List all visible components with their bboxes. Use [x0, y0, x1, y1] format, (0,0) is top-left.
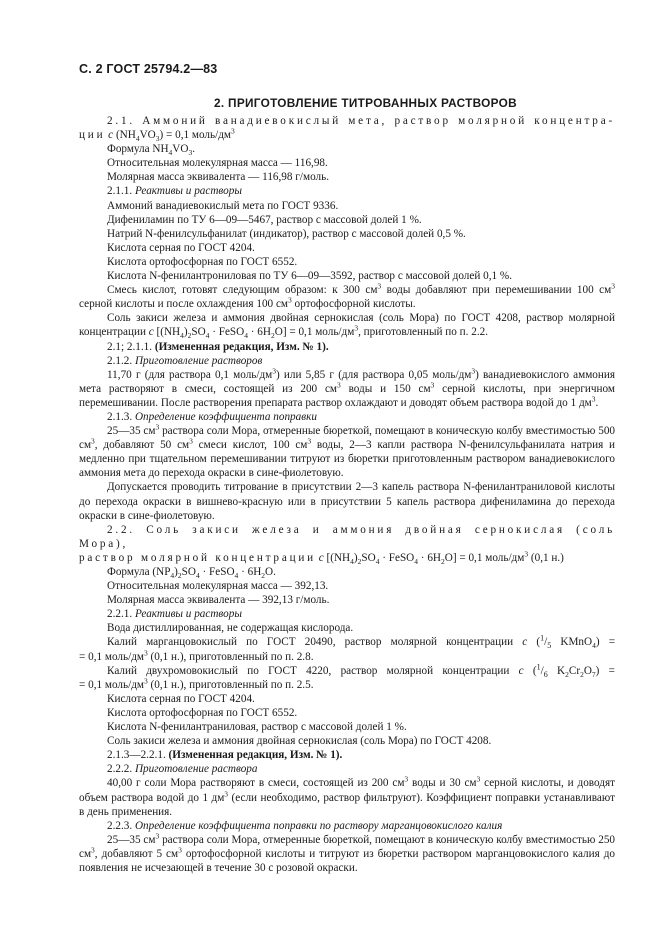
edition-note: 2.1; 2.1.1. (Измененная редакция, Изм. № 1).	[107, 340, 329, 353]
paragraph: Формула $NH_4VO_3$.	[107, 143, 196, 158]
paragraph: Калий двухромовокислый по ГОСТ 4220, раствор молярной концентрации c ($^1/_6$ $K_2Cr_2O_7$) =	[107, 661, 615, 679]
page-header: С. 2 ГОСТ 25794.2—83	[79, 62, 218, 76]
subsection-heading: 2.2.3. Определение коэффициента поправки по раствору марганцовокислого калия	[107, 819, 503, 832]
paragraph: 2.1. Аммоний ванадиевокислый мета, раствор молярной концентра-	[107, 115, 615, 127]
subsection-heading: 2.1.3. Определение коэффициента поправки	[107, 410, 317, 423]
list-item: Кислота серная по ГОСТ 4204.	[107, 692, 255, 705]
paragraph: = 0,1 моль/$дм^3$ (0,1 н.), приготовленный по п. 2.5.	[79, 676, 314, 691]
subsection-heading: 2.1.2. Приготовление растворов	[107, 354, 263, 367]
list-item: Кислота ортофосфорная по ГОСТ 6552.	[107, 255, 298, 268]
paragraph: Относительная молекулярная масса — 392,13.	[107, 580, 329, 593]
paragraph: Формула $(NP_4)_2SO_4$ · FeSO$_4$ · $6H_2O$.	[107, 566, 276, 581]
list-item: Аммоний ванадиевокислый мета по ГОСТ 9336.	[107, 199, 339, 212]
paragraph: 40,00 г соли Мора растворяют в смеси, состоящей из 200 $см^3$ воды и 30 $см^3$ серной кислоты, и доводят объем раствора водой до 1 $дм^3$ (если необходимо, раствор фильтруют). Коэффициент поправки устанавливают в день применения.	[79, 774, 616, 818]
list-item: Кислота ортофосфорная по ГОСТ 6552.	[107, 706, 298, 719]
paragraph: Калий марганцовокислый по ГОСТ 20490, раствор молярной концентрации c ($^1/_5$ KMnO$_4$) =	[107, 633, 616, 651]
list-item: Кислота серная по ГОСТ 4204.	[107, 241, 255, 254]
paragraph: раствор молярной концентрации c [$(NH_4)_2SO_4$ · FeSO$_4$ · $6H_2O] = 0,1$ моль/$дм^3$ (0,1 н.)	[79, 549, 564, 567]
paragraph: 2.2. Соль закиси железа и аммония двойная сернокислая (соль Мора),	[79, 523, 615, 550]
subsection-heading: 2.2.1. Реактивы и растворы	[107, 608, 242, 621]
paragraph: Смесь кислот, готовят следующим образом: к 300 $см^3$ воды добавляют при перемешивании 100 $см^3$ серной кислоты и после охлаждения 100 $см^3$ ортофосфорной кислоты.	[79, 281, 615, 311]
paragraph: 25—35 $см^3$ раствора соли Мора, отмеренные бюреткой, помещают в коническую колбу вместимостью 500 $см^3$, добавляют 50 $см^3$ смеси кислот, 100 $см^3$ воды, 2—3 капли раствора N-фенилсульфанилата натрия и медленно при тщательном перемешивании титруют из бюретки приготовленным раствором ванадиевокислого аммония мета до перехода окраски в сине-фиолетовую.	[79, 422, 616, 480]
document-body	[79, 114, 615, 875]
paragraph: Относительная молекулярная масса — 116,98.	[107, 157, 328, 170]
list-item: Соль закиси железа и аммония двойная сернокислая (соль Мора) по ГОСТ 4208.	[107, 735, 492, 748]
paragraph: Допускается проводить титрование в присутствии 2—3 капель раствора N-фенилантраниловой кислоты до перехода окраски в вишнево-красную или в присутствии 5 капель раствора дифениламина до перехода окраски в сине-фиолетовую.	[79, 481, 615, 522]
paragraph: ции c $(NH_4VO_3) = 0,1$ моль/$дм^3$	[79, 126, 235, 144]
list-item: Кислота N-фенилантрониловая по ТУ 6—09—3592, раствор с массовой долей 0,1 %.	[107, 270, 513, 283]
list-item: Дифениламин по ТУ 6—09—5467, раствор с массовой долей 1 %.	[107, 213, 422, 226]
subsection-heading: 2.1.1. Реактивы и растворы	[107, 185, 242, 198]
list-item: Натрий N-фенилсульфанилат (индикатор), раствор с массовой долей 0,5 %.	[107, 227, 466, 240]
paragraph: 11,70 г (для раствора 0,1 моль/$дм^3$) или 5,85 г (для раствора 0,05 моль/$дм^3$) ванадиевокислого аммония мета растворяют в смеси, состоящей из 200 $см^3$ воды и 150 $см^3$ серной кислоты, при энергичном перемешивании. После растворения препарата раствор охлаждают и доводят объем раствора водой до 1 $дм^3$.	[79, 365, 615, 409]
section-title: 2. ПРИГОТОВЛЕНИЕ ТИТРОВАННЫХ РАСТВОРОВ	[214, 96, 517, 110]
paragraph: Соль закиси железа и аммония двойная сернокислая (соль Мора) по ГОСТ 4208, раствор молярной концентрации c [$(NH_4)_2SO_4$ · FeSO$_4$ · $6H_2O] = 0,1$ моль/$дм^3$, приготовленный по п. 2.2.	[79, 312, 615, 341]
paragraph: Молярная масса эквивалента — 392,13 г/моль.	[107, 594, 330, 607]
list-item: Кислота N-фенилантраниловая, раствор с массовой долей 1 %.	[107, 721, 407, 734]
subsection-heading: 2.2.2. Приготовление раствора	[107, 763, 258, 776]
list-item: Вода дистиллированная, не содержащая кислорода.	[107, 622, 354, 635]
paragraph: Молярная масса эквивалента — 116,98 г/моль.	[107, 171, 329, 184]
edition-note: 2.1.3—2.2.1. (Измененная редакция, Изм. № 1).	[107, 749, 343, 762]
paragraph: 25—35 $см^3$ раствора соли Мора, отмеренные бюреткой, помещают в коническую колбу вместимостью 250 $см^3$, добавляют 5 $см^3$ ортофосфорной кислоты и титруют из бюретки раствором марганцовокислого калия до появления не исчезающей в течение 30 с розовой окраски.	[79, 831, 616, 874]
paragraph: = 0,1 моль/$дм^3$ (0,1 н.), приготовленный по п. 2.8.	[79, 647, 314, 663]
